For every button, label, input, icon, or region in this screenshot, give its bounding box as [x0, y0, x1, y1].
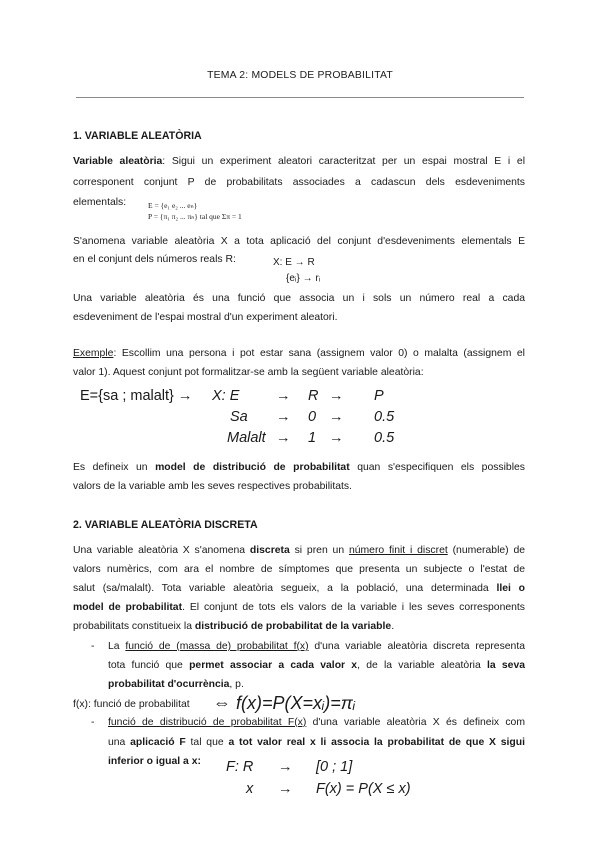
- header-divider: [76, 97, 524, 98]
- table-cell: 1: [308, 430, 317, 446]
- mapping-row-1: X: E → R: [273, 257, 315, 268]
- text-span: una: [108, 737, 131, 748]
- term-aplicacio-f: aplicació F: [130, 737, 186, 748]
- text-span: quan s'especifiquen els possibles: [349, 462, 525, 473]
- paragraph-line: corresponent conjunt P de probabilitats associades a cadascun dels esdeveniments: [73, 177, 525, 188]
- text-span: tota funció que: [108, 660, 190, 671]
- F-mapping-cell: x: [246, 781, 254, 797]
- page-header-title: TEMA 2: MODELS DE PROBABILITAT: [207, 70, 393, 81]
- text-span: si pren un: [289, 545, 349, 556]
- term-funcio-distribucio: funció de distribució de probabilitat F(x): [108, 717, 307, 728]
- text-span: Es defineix un: [73, 462, 156, 473]
- arrow-icon: →: [329, 430, 344, 446]
- arrow-icon: →: [276, 409, 291, 425]
- term-llei: llei o: [496, 583, 525, 594]
- table-cell: 0.5: [374, 409, 395, 425]
- paragraph-line: valors numèrics, com ara el nombre de símptomes que presenta un subjecte o l'estat de: [73, 564, 525, 575]
- term-ocurrencia: probabilitat d'ocurrència: [108, 679, 230, 690]
- paragraph-line: [73, 544, 525, 557]
- arrow-icon: →: [329, 409, 344, 425]
- paragraph-line: [73, 582, 525, 595]
- table-cell: 0: [308, 409, 317, 425]
- text-span: Una variable aleatòria X s'anomena: [73, 545, 250, 556]
- text-span: d'una variable aleatòria discreta representa: [308, 641, 525, 652]
- paragraph-line: [108, 640, 525, 653]
- paragraph-line: valors de la variable amb les seves respectives probabilitats.: [73, 481, 352, 492]
- arrow-icon: →: [278, 781, 293, 797]
- term-model-distribucio: model de distribució de probabilitat: [155, 462, 350, 473]
- paragraph-line: [108, 678, 244, 691]
- text-span: , de la variable aleatòria: [357, 660, 487, 671]
- section-2-heading: 2. VARIABLE ALEATÒRIA DISCRETA: [73, 519, 258, 531]
- term-associar: permet associar a cada valor x: [189, 660, 358, 671]
- fx-label: f(x): funció de probabilitat: [73, 699, 190, 710]
- text-span: probabilitats constitueix la: [73, 621, 195, 632]
- text-span: La: [108, 641, 126, 652]
- paragraph-line: Una variable aleatòria és una funció que associa un i sols un número real a cada: [73, 293, 525, 304]
- term-discreta: discreta: [249, 545, 290, 556]
- text-span: (numerable) de: [447, 545, 526, 556]
- example-label: Exemple: [73, 348, 114, 359]
- arrow-icon: →: [276, 430, 291, 446]
- text-span: salut (sa/malalt). Tota variable aleatòria segueix, a la població, una determinada: [73, 583, 497, 594]
- table-cell: Sa: [230, 409, 248, 425]
- mapping-row-2: {eᵢ} → rᵢ: [286, 273, 321, 284]
- paragraph-line: en el conjunt dels números reals R:: [73, 254, 236, 265]
- text-span: , p.: [229, 679, 244, 690]
- text-span: .: [391, 621, 395, 632]
- F-mapping-cell: F(x) = P(X ≤ x): [316, 781, 411, 797]
- paragraph-line: [108, 659, 525, 672]
- paragraph-line: [73, 155, 525, 168]
- text-span: . El conjunt de tots els valors de la variable i les seves corresponents: [182, 602, 526, 613]
- paragraph-line: [73, 601, 525, 614]
- fx-formula: ⇔ f(x)=P(X=xᵢ)=πᵢ: [213, 693, 356, 713]
- paragraph-line: [108, 736, 525, 749]
- table-cell: Malalt: [227, 430, 266, 446]
- text-span: : Escollim una persona i pot estar sana (assignem valor 0) o malalta (assignem el: [113, 348, 525, 359]
- bullet-dash: -: [91, 641, 95, 652]
- set-e-formula: E = {e₁ e₂ ... eₙ}: [148, 201, 198, 210]
- table-cell: 0.5: [374, 430, 395, 446]
- arrow-icon: →: [276, 388, 291, 404]
- arrow-icon: →: [278, 759, 293, 775]
- term-inferior: inferior o igual a x:: [108, 756, 201, 767]
- section-1-heading: 1. VARIABLE ALEATÒRIA: [73, 130, 202, 142]
- F-mapping-cell: [0 ; 1]: [316, 759, 353, 775]
- set-p-formula: P = {π₁ π₂ ... πₙ} tal que Σπ = 1: [148, 212, 242, 221]
- paragraph-line: [73, 461, 525, 474]
- table-cell: X: E: [212, 388, 240, 404]
- paragraph-line: [108, 716, 525, 729]
- bullet-dash: -: [91, 717, 95, 728]
- table-cell: P: [374, 388, 384, 404]
- paragraph-line: elementals:: [73, 197, 127, 208]
- F-mapping-cell: F: R: [226, 759, 254, 775]
- example-set-definition: E={sa ; malalt} →: [80, 388, 193, 404]
- paragraph-line: esdeveniment de l'espai mostral d'un experiment aleatori.: [73, 312, 338, 323]
- term-funcio-massa: funció de (massa de) probabilitat f(x): [125, 641, 309, 652]
- term-model-probabilitat: model de probabilitat: [73, 602, 183, 613]
- term-la-seva: la seva: [487, 660, 526, 671]
- paragraph-line: [73, 347, 525, 360]
- paragraph-line: S'anomena variable aleatòria X a tota aplicació del conjunt d'esdeveniments elementals E: [73, 236, 525, 247]
- text-span: d'una variable aleatòria X és defineix com: [306, 717, 525, 728]
- text-span: tal que: [185, 737, 229, 748]
- arrow-icon: →: [329, 388, 344, 404]
- term-tot-valor: a tot valor real x li associa la probabilitat de que X sigui: [228, 737, 525, 748]
- paragraph-line: [108, 755, 201, 768]
- paragraph-line: [73, 620, 394, 633]
- term-distribucio-probabilitat: distribució de probabilitat de la variable: [194, 621, 392, 632]
- term-finit-discret: número finit i discret: [348, 545, 448, 556]
- text-span: : Sigui un experiment aleatori caracteritzat per un espai mostral E i el: [162, 156, 525, 167]
- paragraph-line: valor 1). Aquest conjunt pot formalitzar-se amb la següent variable aleatòria:: [73, 367, 424, 378]
- table-cell: R: [308, 388, 319, 404]
- term-variable-aleatoria: Variable aleatòria: [73, 156, 163, 167]
